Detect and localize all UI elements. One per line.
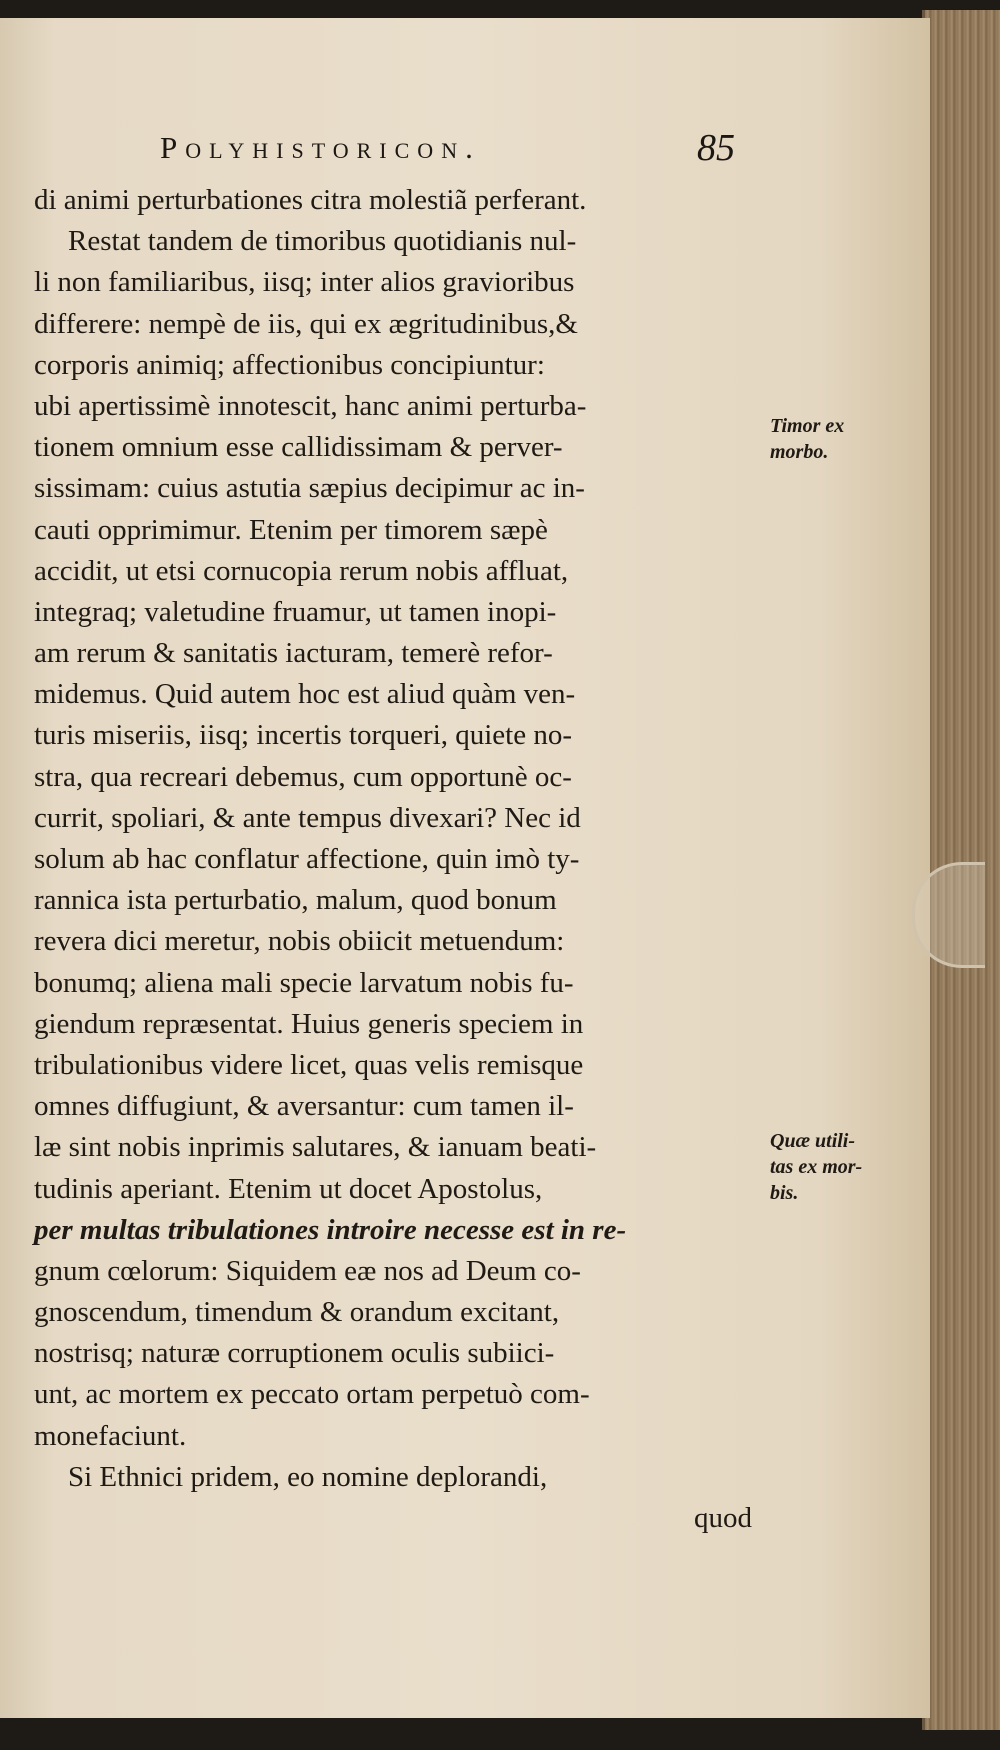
text-line: tribulationibus videre licet, quas velis remisque [34,1048,584,1081]
margin-note-line: Timor ex [770,415,845,437]
text-line: bonumq; aliena mali specie larvatum nobis fu- [34,966,574,999]
text-line: læ sint nobis inprimis salutares, & ianuam beati- [34,1131,597,1164]
catchword: quod [694,1502,752,1534]
text-line: omnes diffugiunt, & aversantur: cum tamen il- [34,1090,574,1123]
text-line: tionem omnium esse callidissimam & perver- [34,431,563,464]
text-line: li non familiaribus, iisq; inter alios gravioribus [34,266,575,299]
text-line: ubi apertissimè innotescit, hanc animi perturba- [34,389,587,422]
text-line: turis miseriis, iisq; incertis torqueri, quiete no- [34,719,573,752]
text-line: gnoscendum, timendum & orandum excitant, [34,1296,560,1329]
margin-note-timor [770,413,844,465]
text-line: rannica ista perturbatio, malum, quod bonum [34,884,557,917]
running-title: Polyhistoricon. [160,130,481,165]
page-number: 85 [697,127,735,169]
text-line: currit, spoliari, & ante tempus divexari? Nec id [34,801,581,834]
text-line: accidit, ut etsi cornucopia rerum nobis affluat, [34,554,569,587]
text-line: giendum repræsentat. Huius generis speciem in [34,1007,584,1040]
margin-note-utilitas [770,1128,862,1206]
text-line: midemus. Quid autem hoc est aliud quàm ven- [34,678,576,711]
text-line: differere: nempè de iis, qui ex ægritudinibus,& [34,307,578,340]
text-line: nostrisq; naturæ corruptionem oculis subiici- [34,1337,555,1370]
text-line: corporis animiq; affectionibus concipiuntur: [34,348,545,381]
margin-note-line: morbo. [770,441,829,463]
text-line: am rerum & sanitatis iacturam, temerè refor- [34,637,553,670]
body-text [34,180,754,1539]
text-line: Si Ethnici pridem, eo nomine deplorandi, [68,1460,548,1493]
text-line-italic [34,1210,754,1251]
margin-note-line: Quæ utili- [770,1130,856,1152]
quotation-italic: per multas tribulationes introire necesse est in re- [34,1213,627,1246]
margin-note-line: bis. [770,1182,799,1204]
text-line: stra, qua recreari debemus, cum opportunè oc- [34,760,572,793]
text-line: revera dici meretur, nobis obiicit metuendum: [34,925,565,958]
text-line: di animi perturbationes citra molestiã perferant. [34,184,587,216]
text-line: tudinis aperiant. Etenim ut docet Apostolus, [34,1172,543,1205]
text-line: gnum cœlorum: Siquidem eæ nos ad Deum co- [34,1254,581,1287]
page-header [160,127,735,176]
text-line: cauti opprimimur. Etenim per timorem sæpè [34,513,548,546]
text-line: sissimam: cuius astutia sæpius decipimur ac in- [34,472,585,505]
text-line: monefaciunt. [34,1419,187,1452]
text-line: solum ab hac conflatur affectione, quin imò ty- [34,843,580,875]
margin-note-line: tas ex mor- [770,1156,863,1178]
page-surface [0,18,930,1718]
text-line: Restat tandem de timoribus quotidianis nul- [68,225,577,258]
text-line: integraq; valetudine fruamur, ut tamen inopi- [34,595,557,628]
text-line: unt, ac mortem ex peccato ortam perpetuò com- [34,1378,590,1411]
